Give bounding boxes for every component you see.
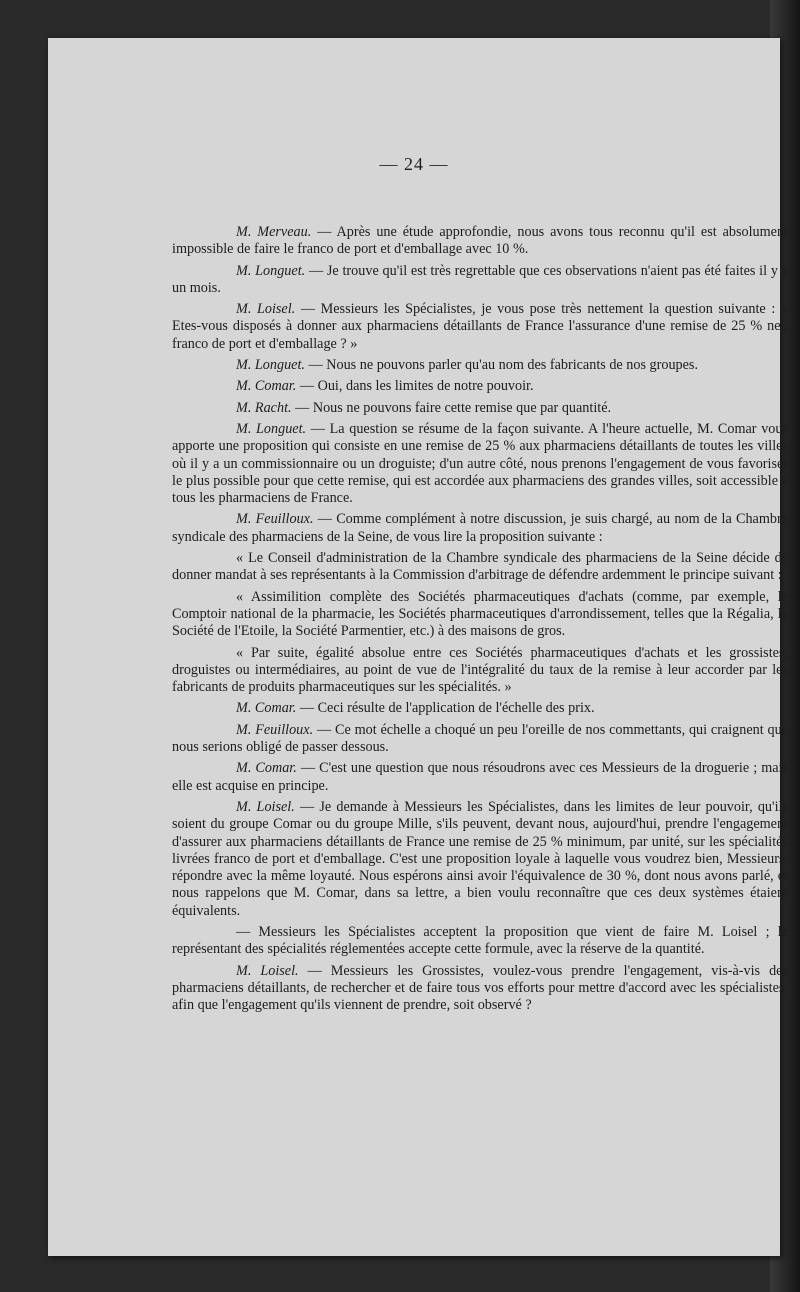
paragraph-14 <box>172 760 788 795</box>
paragraph-text: « Le Conseil d'administration de la Chambre syndicale des pharmaciens de la Seine décide de donner mandat à ses représentants à la Commission d'arbitrage de défendre ardemment le principe suivant : <box>172 550 788 584</box>
paragraph-text: — Après une étude approfondie, nous avons tous reconnu qu'il est absolument impossible de faire le franco de port et d'emballage avec 10 %. <box>172 224 788 258</box>
speaker-name: M. Feuilloux. <box>236 721 314 738</box>
paragraph-2 <box>172 263 788 298</box>
paragraph-text: — Ceci résulte de l'application de l'échelle des prix. <box>296 700 595 717</box>
paragraph-6 <box>172 400 788 417</box>
speaker-name: M. Racht. <box>236 399 292 416</box>
speaker-name: M. Feuilloux. <box>236 511 314 528</box>
paragraph-9 <box>172 550 788 585</box>
paragraph-text: — Comme complément à notre discussion, je suis chargé, au nom de la Chambre syndicale des pharmaciens de la Seine, de vous lire la proposition suivante : <box>172 511 788 545</box>
paragraph-text: — Messieurs les Grossistes, voulez-vous prendre l'engagement, vis-à-vis des pharmaciens détaillants, de rechercher et de faire tous vos efforts pour mettre d'accord avec les spécialistes, afin que l'engagement qu'ils viennent de prendre, soit observé ? <box>172 962 788 1014</box>
paragraph-text: « Assimilition complète des Sociétés pharmaceutiques d'achats (comme, par exemple, le Comptoir national de la pharmacie, les Sociétés pharmaceutiques d'arrondissement, telles que la Régalia, la Société de l'Etoile, la Société Parmentier, etc.) à des maisons de gros. <box>172 588 788 640</box>
paragraph-text: — Nous ne pouvons faire cette remise que par quantité. <box>291 399 612 416</box>
paragraph-text: — Oui, dans les limites de notre pouvoir. <box>296 378 534 395</box>
paragraph-10 <box>172 589 788 641</box>
paragraph-text: — Nous ne pouvons parler qu'au nom des fabricants de nos groupes. <box>304 357 698 374</box>
paragraph-15 <box>172 799 788 920</box>
paragraph-text: — Je demande à Messieurs les Spécialistes, dans les limites de leur pouvoir, qu'ils soient du groupe Comar ou du groupe Mille, s'ils peuvent, devant nous, aujourd'hui, prendre l'engagement d'assurer aux pharmaciens détaillants de France une remise de 25 % minimum, par unité, sur les spécialités livrées franco de port et d'emballage. C'est une proposition loyale à laquelle vous voudrez bien, Messieurs, répondre avec la même loyauté. Nous espérons ainsi avoir l'équivalence de 30 %, dont nous avons parlé, et nous rappelons que M. Comar, dans sa lettre, a bien voulu reconnaître que ces deux systèmes étaient équivalents. <box>172 798 788 919</box>
paragraph-8 <box>172 511 788 546</box>
speaker-name: M. Loisel. <box>236 798 295 815</box>
speaker-name: M. Loisel. <box>236 301 296 318</box>
paragraph-4 <box>172 357 788 374</box>
page-number: — 24 — <box>379 154 449 174</box>
paragraph-5 <box>172 378 788 395</box>
paragraph-text: — La question se résume de la façon suivante. A l'heure actuelle, M. Comar vous apporte une proposition qui consiste en une remise de 25 % aux pharmaciens détaillants de toutes les villes où il y a un commissionnaire ou un droguiste; d'un autre côté, nous prenons l'engagement de vous favoriser le plus possible pour que cette remise, qui est accordée aux pharmaciens des grandes villes, soit accessible à tous les pharmaciens de France. <box>172 420 788 507</box>
speaker-name: M. Longuet. <box>236 262 306 279</box>
paragraph-3 <box>172 301 788 353</box>
paragraph-text: — C'est une question que nous résoudrons avec ces Messieurs de la droguerie ; mais elle est acquise en principe. <box>172 760 788 794</box>
paragraph-16 <box>172 924 788 959</box>
paragraph-1 <box>172 224 788 259</box>
document-page <box>48 38 789 1256</box>
paragraph-text: — Messieurs les Spécialistes acceptent la proposition que vient de faire M. Loisel ; le représentant des spécialités réglementées accepte cette formule, avec la réserve de la quantité. <box>172 923 788 958</box>
speaker-name: M. Comar. <box>236 378 297 395</box>
body-text <box>172 224 788 1018</box>
paragraph-13 <box>172 722 788 757</box>
paragraph-text: « Par suite, égalité absolue entre ces Sociétés pharmaceutiques d'achats et les grossistes, droguistes ou intermédiaires, au point de vue de l'intégralité du taux de la remise à leur accorder par les fabricants de produits pharmaceutiques sur les spécialités. » <box>172 644 788 696</box>
speaker-name: M. Longuet. <box>236 357 305 374</box>
speaker-name: M. Merveau. <box>236 224 312 240</box>
speaker-name: M. Comar. <box>236 700 297 717</box>
paragraph-11 <box>172 645 788 697</box>
paragraph-12 <box>172 700 788 717</box>
paragraph-text: — Messieurs les Spécialistes, je vous pose très nettement la question suivante : « Etes-vous disposés à donner aux pharmaciens détaillants de France l'assurance d'une remise de 25 % net, franco de port et d'emballage ? » <box>172 301 788 352</box>
speaker-name: M. Longuet. <box>236 420 307 437</box>
speaker-name: M. Loisel. <box>236 962 299 979</box>
paragraph-text: — Ce mot échelle a choqué un peu l'oreille de nos commettants, qui craignent que nous serions obligé de passer dessous. <box>172 721 789 756</box>
paragraph-7 <box>172 421 788 507</box>
paragraph-text: — Je trouve qu'il est très regrettable que ces observations n'aient pas été faites il y a un mois. <box>172 262 788 296</box>
speaker-name: M. Comar. <box>236 760 297 777</box>
paragraph-17 <box>172 963 788 1015</box>
